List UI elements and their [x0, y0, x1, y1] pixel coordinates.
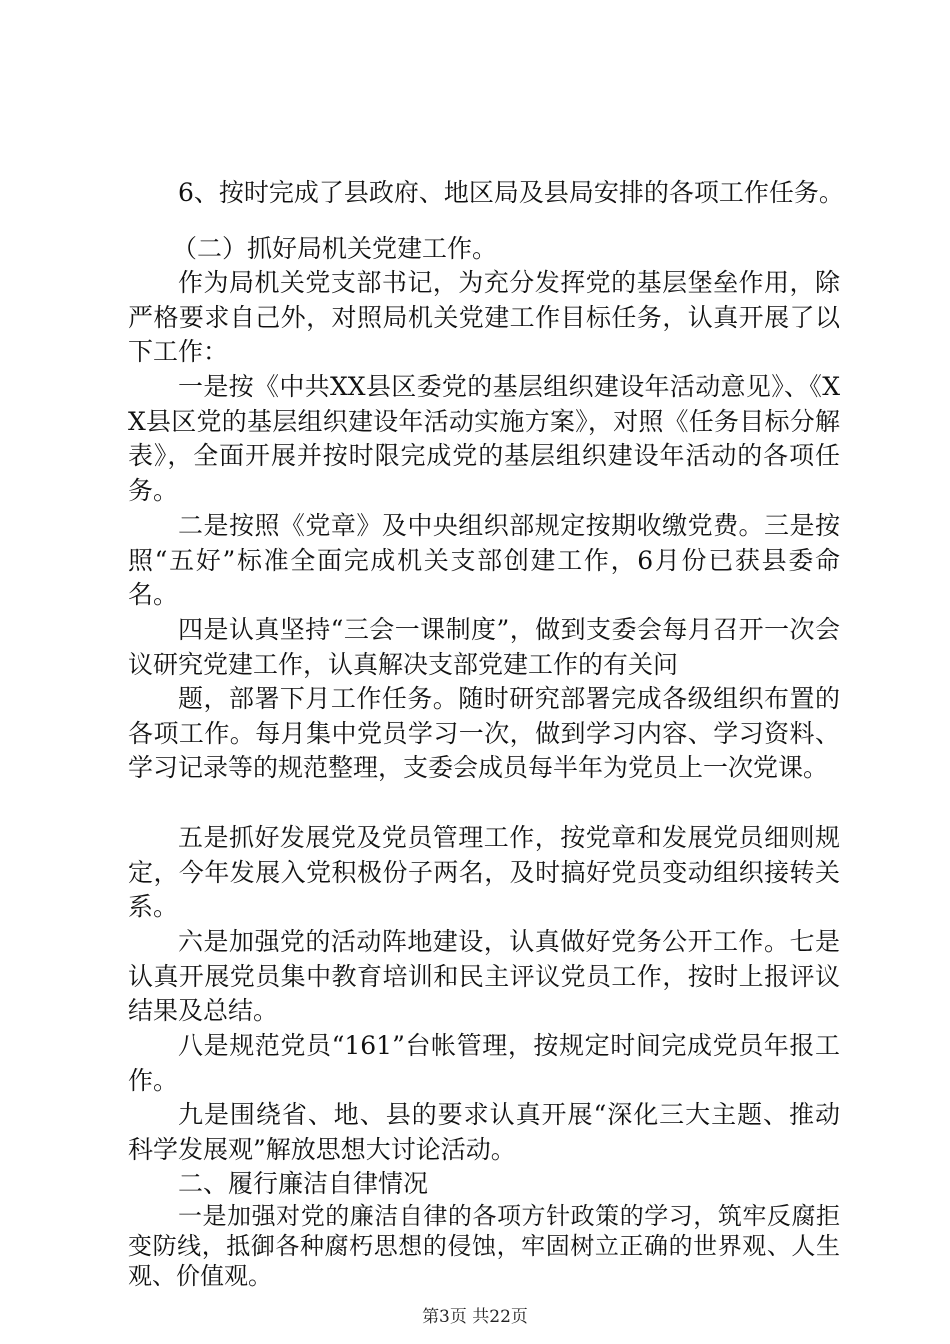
paragraph-item-six-seven: 六是加强党的活动阵地建设，认真做好党务公开工作。七是认真开展党员集中教育培训和民主评议党员工作，按时上报评议结果及总结。 [128, 927, 840, 1025]
paragraph-item-four-part1: 四是认真坚持“三会一课制度”，做到支委会每月召开一次会议研究党建工作，认真解决支部党建工作的有关问 [128, 615, 840, 679]
paragraph-intro: 作为局机关党支部书记，为充分发挥党的基层堡垒作用，除严格要求自己外，对照局机关党建工作目标任务，认真开展了以下工作： [128, 268, 840, 366]
paragraph-item-6: 6、按时完成了县政府、地区局及县局安排的各项工作任务。 [178, 178, 844, 207]
paragraph-item-eight: 八是规范党员“161”台帐管理，按规定时间完成党员年报工作。 [128, 1031, 840, 1095]
paragraph-item-two-three: 二是按照《党章》及中央组织部规定按期收缴党费。三是按照“五好”标准全面完成机关支部创建工作，6月份已获县委命名。 [128, 511, 840, 609]
section-heading-integrity: 二、履行廉洁自律情况 [178, 1169, 429, 1198]
paragraph-item-nine: 九是围绕省、地、县的要求认真开展“深化三大主题、推动科学发展观”解放思想大讨论活动。 [128, 1100, 840, 1164]
paragraph-integrity-one: 一是加强对党的廉洁自律的各项方针政策的学习，筑牢反腐拒变防线，抵御各种腐朽思想的侵蚀，牢固树立正确的世界观、人生观、价值观。 [128, 1202, 840, 1290]
page-footer: 第3页 共22页 [422, 1307, 528, 1327]
paragraph-item-four-part2: 题，部署下月工作任务。随时研究部署完成各级组织布置的各项工作。每月集中党员学习一次，做到学习内容、学习资料、学习记录等的规范整理，支委会成员每半年为党员上一次党课。 [128, 684, 840, 782]
section-heading-party-building: （二）抓好局机关党建工作。 [172, 234, 498, 263]
paragraph-item-one: 一是按《中共XX县区委党的基层组织建设年活动意见》、《XX县区党的基层组织建设年活动实施方案》，对照《任务目标分解表》，全面开展并按时限完成党的基层组织建设年活动的各项任务。 [128, 372, 840, 505]
paragraph-item-five: 五是抓好发展党及党员管理工作，按党章和发展党员细则规定，今年发展入党积极份子两名，及时搞好党员变动组织接转关系。 [128, 823, 840, 921]
